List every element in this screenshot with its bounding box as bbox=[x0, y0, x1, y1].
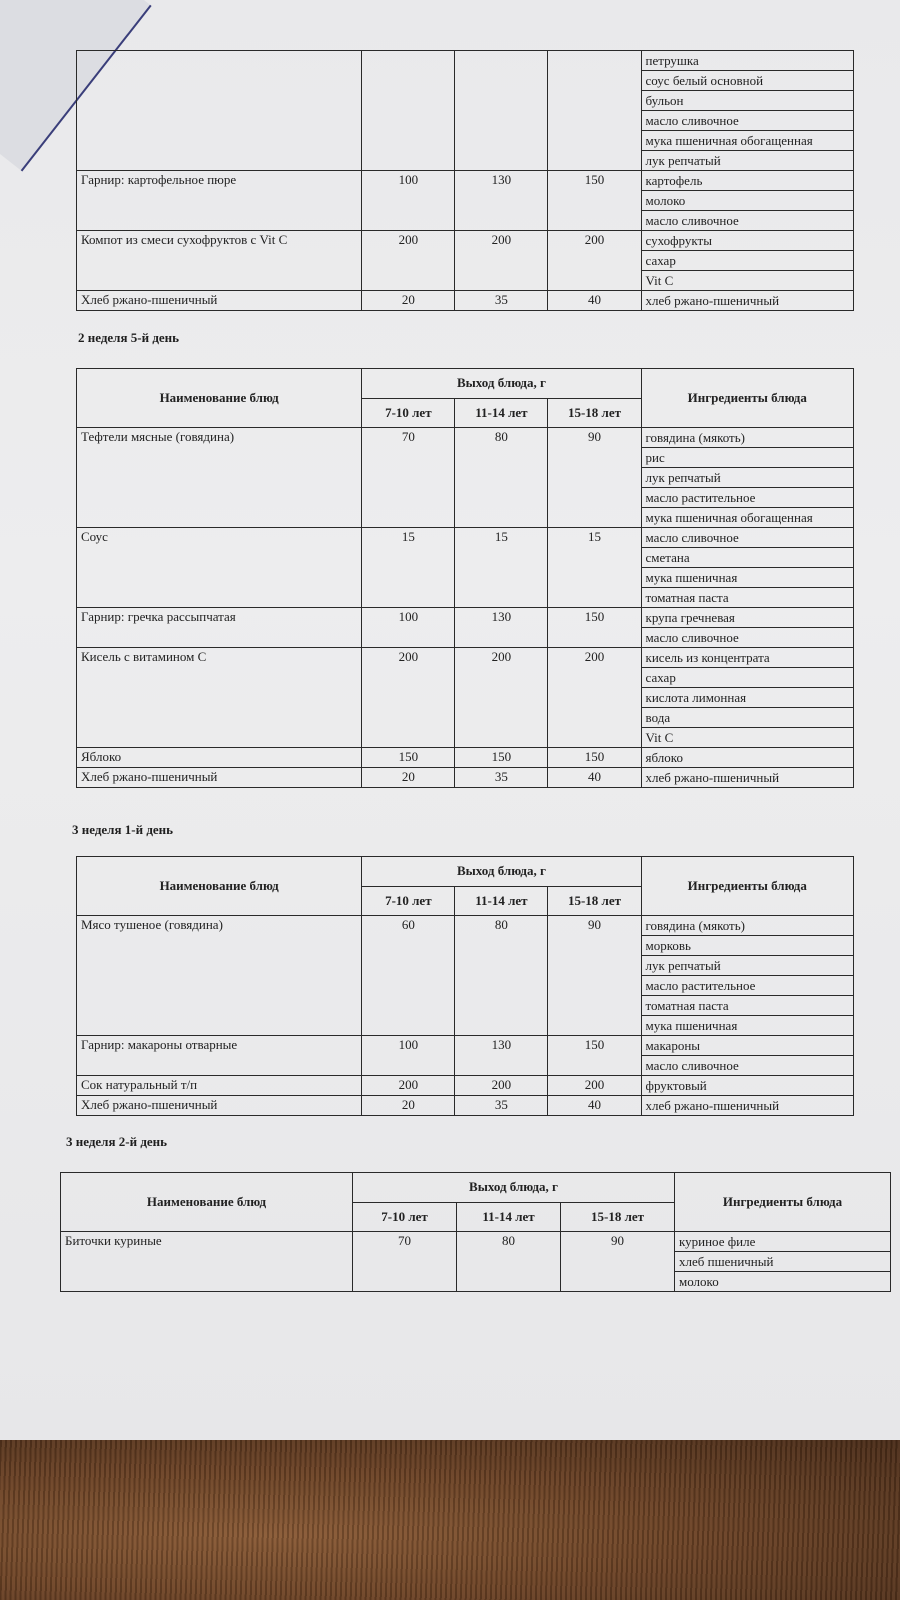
table-row bbox=[77, 528, 854, 608]
ingredient-item: говядина (мякоть) bbox=[642, 916, 853, 936]
yield-7-10: 20 bbox=[362, 291, 455, 311]
ingredient-item: хлеб пшеничный bbox=[675, 1252, 890, 1272]
table-row bbox=[77, 171, 854, 231]
table-row bbox=[77, 428, 854, 528]
yield-11-14: 150 bbox=[455, 748, 548, 768]
ingredient-item: масло сливочное bbox=[642, 528, 853, 548]
yield-15-18: 150 bbox=[548, 608, 641, 648]
dish-name: Гарнир: гречка рассыпчатая bbox=[77, 608, 362, 648]
ingredients-cell bbox=[641, 171, 853, 231]
yield-7-10: 200 bbox=[362, 1076, 455, 1096]
yield-7-10: 200 bbox=[362, 231, 455, 291]
ingredient-item: соус белый основной bbox=[642, 71, 853, 91]
yield-11-14: 80 bbox=[457, 1232, 561, 1292]
ingredient-item: хлеб ржано-пшеничный bbox=[645, 293, 780, 308]
dish-name: Гарнир: макароны отварные bbox=[77, 1036, 362, 1076]
ingredient-item: петрушка bbox=[642, 51, 853, 71]
table-row bbox=[77, 608, 854, 648]
ingredient-item: мука пшеничная обогащенная bbox=[645, 510, 813, 525]
header-age-15-18: 15-18 лет bbox=[548, 398, 641, 428]
ingredient-item: молоко bbox=[642, 191, 853, 211]
table-row bbox=[77, 916, 854, 1036]
dish-name: Тефтели мясные (говядина) bbox=[77, 428, 362, 528]
yield-11-14: 130 bbox=[455, 1036, 548, 1076]
ingredient-item: бульон bbox=[642, 91, 853, 111]
ingredient-item: молоко bbox=[679, 1274, 719, 1289]
yield-15-18: 200 bbox=[548, 648, 641, 748]
header-ingredients: Ингредиенты блюда bbox=[641, 369, 853, 428]
yield-7-10: 20 bbox=[362, 768, 455, 788]
yield-7-10 bbox=[362, 51, 455, 171]
ingredient-item: фруктовый bbox=[645, 1078, 707, 1093]
ingredient-item: сахар bbox=[642, 668, 853, 688]
yield-11-14: 35 bbox=[455, 291, 548, 311]
ingredients-cell bbox=[641, 51, 853, 171]
ingredient-item: масло сливочное bbox=[642, 111, 853, 131]
dish-name: Хлеб ржано-пшеничный bbox=[77, 291, 362, 311]
yield-11-14: 35 bbox=[455, 1096, 548, 1116]
header-age-11-14: 11-14 лет bbox=[455, 398, 548, 428]
yield-15-18: 15 bbox=[548, 528, 641, 608]
table-row bbox=[77, 1096, 854, 1116]
ingredient-item: сметана bbox=[642, 548, 853, 568]
dish-name: Сок натуральный т/п bbox=[77, 1076, 362, 1096]
yield-15-18: 200 bbox=[548, 1076, 641, 1096]
ingredient-item: кисель из концентрата bbox=[642, 648, 853, 668]
ingredient-item: рис bbox=[642, 448, 853, 468]
header-ingredients: Ингредиенты блюда bbox=[641, 857, 853, 916]
dish-name: Хлеб ржано-пшеничный bbox=[77, 1096, 362, 1116]
table-row bbox=[77, 768, 854, 788]
header-age-15-18: 15-18 лет bbox=[561, 1202, 675, 1232]
yield-15-18: 40 bbox=[548, 768, 641, 788]
ingredient-item: крупа гречневая bbox=[642, 608, 853, 628]
header-ingredients: Ингредиенты блюда bbox=[675, 1173, 891, 1232]
section-title-w3d1: 3 неделя 1-й день bbox=[72, 822, 174, 837]
header-age-11-14: 11-14 лет bbox=[455, 886, 548, 916]
dish-name: Кисель с витамином С bbox=[77, 648, 362, 748]
ingredient-item: Vit C bbox=[645, 273, 674, 288]
ingredient-item: хлеб ржано-пшеничный bbox=[645, 770, 780, 785]
header-yield: Выход блюда, г bbox=[362, 857, 641, 887]
ingredients-cell bbox=[641, 528, 853, 608]
ingredient-item: яблоко bbox=[645, 750, 683, 765]
yield-15-18: 40 bbox=[548, 1096, 641, 1116]
section-title-w2d5: 2 неделя 5-й день bbox=[78, 330, 180, 345]
yield-15-18: 40 bbox=[548, 291, 641, 311]
ingredient-item: томатная паста bbox=[645, 590, 729, 605]
ingredient-item: мука пшеничная обогащенная bbox=[642, 131, 853, 151]
ingredients-cell bbox=[641, 768, 853, 788]
ingredient-item: Vit C bbox=[645, 730, 674, 745]
header-age-7-10: 7-10 лет bbox=[353, 1202, 457, 1232]
ingredient-item: сухофрукты bbox=[642, 231, 853, 251]
yield-11-14: 130 bbox=[455, 171, 548, 231]
header-age-7-10: 7-10 лет bbox=[362, 886, 455, 916]
menu-table-w3d1 bbox=[76, 856, 854, 1116]
ingredient-item: лук репчатый bbox=[642, 468, 853, 488]
ingredient-item: мука пшеничная bbox=[642, 568, 853, 588]
yield-11-14: 15 bbox=[455, 528, 548, 608]
ingredient-item: макароны bbox=[642, 1036, 853, 1056]
dish-name: Компот из смеси сухофруктов с Vit C bbox=[77, 231, 362, 291]
ingredient-item: масло растительное bbox=[642, 976, 853, 996]
yield-7-10: 100 bbox=[362, 171, 455, 231]
header-age-11-14: 11-14 лет bbox=[457, 1202, 561, 1232]
yield-7-10: 100 bbox=[362, 1036, 455, 1076]
ingredients-cell bbox=[675, 1232, 891, 1292]
yield-7-10: 150 bbox=[362, 748, 455, 768]
ingredients-cell bbox=[641, 648, 853, 748]
dish-name: Яблоко bbox=[77, 748, 362, 768]
dish-name: Гарнир: картофельное пюре bbox=[77, 171, 362, 231]
header-dish-name: Наименование блюд bbox=[77, 369, 362, 428]
yield-7-10: 200 bbox=[362, 648, 455, 748]
ingredient-item: масло сливочное bbox=[645, 213, 739, 228]
fabric-background bbox=[0, 1440, 900, 1600]
yield-7-10: 60 bbox=[362, 916, 455, 1036]
menu-table-w3d2 bbox=[60, 1172, 890, 1292]
dish-name: Биточки куриные bbox=[61, 1232, 353, 1292]
ingredients-cell bbox=[641, 608, 853, 648]
yield-11-14: 80 bbox=[455, 428, 548, 528]
dish-name: Соус bbox=[77, 528, 362, 608]
yield-15-18 bbox=[548, 51, 641, 171]
yield-11-14: 80 bbox=[455, 916, 548, 1036]
ingredients-cell bbox=[641, 428, 853, 528]
yield-15-18: 150 bbox=[548, 1036, 641, 1076]
ingredient-item: морковь bbox=[642, 936, 853, 956]
table-row bbox=[77, 748, 854, 768]
yield-11-14: 200 bbox=[455, 648, 548, 748]
table-row bbox=[77, 1076, 854, 1096]
yield-11-14: 130 bbox=[455, 608, 548, 648]
ingredient-item: говядина (мякоть) bbox=[642, 428, 853, 448]
table-row bbox=[61, 1232, 891, 1292]
yield-11-14: 200 bbox=[455, 231, 548, 291]
header-yield: Выход блюда, г bbox=[362, 369, 641, 399]
ingredients-cell bbox=[641, 1096, 853, 1116]
yield-7-10: 20 bbox=[362, 1096, 455, 1116]
ingredient-item: мука пшеничная bbox=[645, 1018, 738, 1033]
yield-15-18: 150 bbox=[548, 171, 641, 231]
ingredient-item: кислота лимонная bbox=[642, 688, 853, 708]
yield-7-10: 100 bbox=[362, 608, 455, 648]
ingredients-cell bbox=[641, 916, 853, 1036]
yield-11-14 bbox=[455, 51, 548, 171]
continued-table bbox=[76, 50, 854, 311]
section-title-w3d2: 3 неделя 2-й день bbox=[66, 1134, 168, 1149]
yield-11-14: 35 bbox=[455, 768, 548, 788]
ingredients-cell bbox=[641, 231, 853, 291]
ingredient-item: хлеб ржано-пшеничный bbox=[645, 1098, 780, 1113]
ingredient-item: вода bbox=[642, 708, 853, 728]
yield-15-18: 200 bbox=[548, 231, 641, 291]
ingredient-item: масло сливочное bbox=[645, 630, 739, 645]
yield-15-18: 150 bbox=[548, 748, 641, 768]
table-row bbox=[77, 51, 854, 171]
table-row bbox=[77, 648, 854, 748]
ingredients-cell bbox=[641, 291, 853, 311]
ingredients-cell bbox=[641, 748, 853, 768]
ingredients-cell bbox=[641, 1036, 853, 1076]
table-row bbox=[77, 1036, 854, 1076]
yield-15-18: 90 bbox=[561, 1232, 675, 1292]
yield-7-10: 70 bbox=[353, 1232, 457, 1292]
ingredient-item: лук репчатый bbox=[642, 956, 853, 976]
header-age-7-10: 7-10 лет bbox=[362, 398, 455, 428]
ingredient-item: масло сливочное bbox=[645, 1058, 739, 1073]
header-dish-name: Наименование блюд bbox=[77, 857, 362, 916]
yield-15-18: 90 bbox=[548, 916, 641, 1036]
ingredient-item: масло растительное bbox=[642, 488, 853, 508]
ingredients-cell bbox=[641, 1076, 853, 1096]
header-age-15-18: 15-18 лет bbox=[548, 886, 641, 916]
header-yield: Выход блюда, г bbox=[353, 1173, 675, 1203]
header-dish-name: Наименование блюд bbox=[61, 1173, 353, 1232]
table-row bbox=[77, 291, 854, 311]
ingredient-item: картофель bbox=[642, 171, 853, 191]
yield-15-18: 90 bbox=[548, 428, 641, 528]
dish-name: Мясо тушеное (говядина) bbox=[77, 916, 362, 1036]
ingredient-item: томатная паста bbox=[642, 996, 853, 1016]
yield-11-14: 200 bbox=[455, 1076, 548, 1096]
dish-name: Хлеб ржано-пшеничный bbox=[77, 768, 362, 788]
table-row bbox=[77, 231, 854, 291]
ingredient-item: сахар bbox=[642, 251, 853, 271]
dish-name bbox=[77, 51, 362, 171]
yield-7-10: 70 bbox=[362, 428, 455, 528]
yield-7-10: 15 bbox=[362, 528, 455, 608]
menu-table-w2d5 bbox=[76, 368, 854, 788]
ingredient-item: куриное филе bbox=[675, 1232, 890, 1252]
ingredient-item: лук репчатый bbox=[645, 153, 721, 168]
